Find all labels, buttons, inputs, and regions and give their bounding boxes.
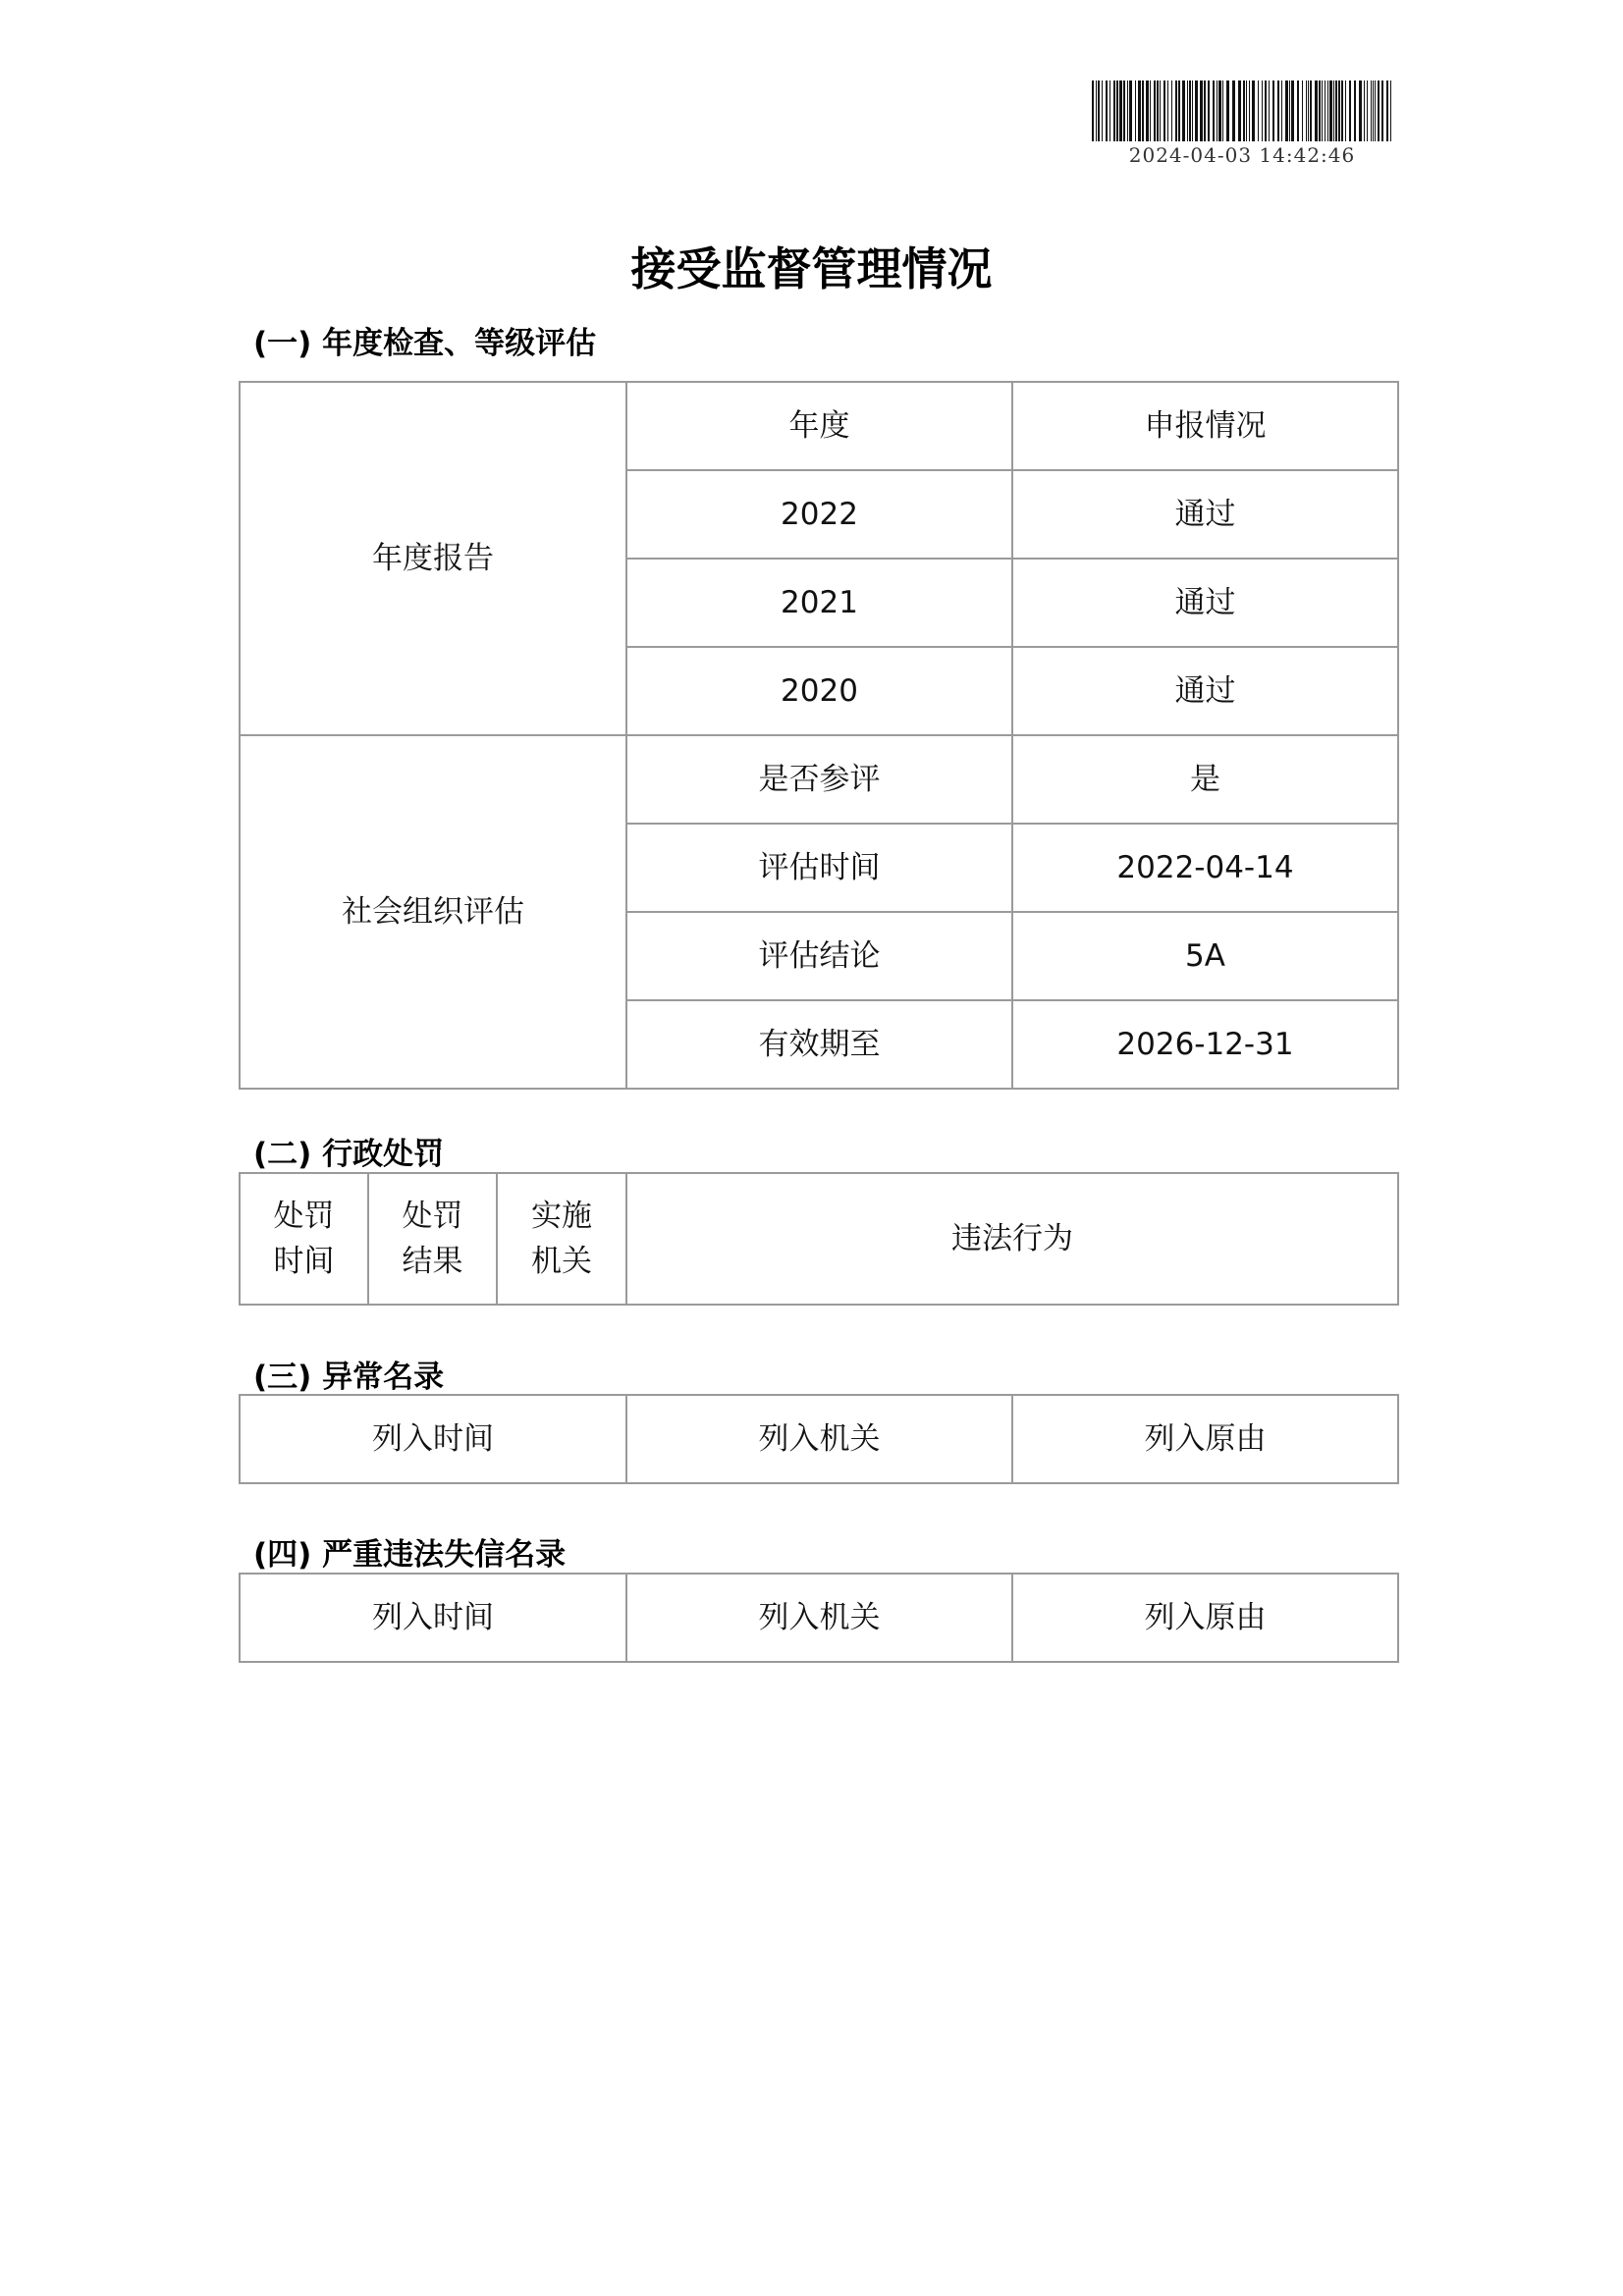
report-year: 2022 xyxy=(626,470,1012,559)
penalty-table xyxy=(239,1172,1399,1306)
col-header-list-agency: 列入机关 xyxy=(626,1395,1012,1483)
report-status: 通过 xyxy=(1012,559,1398,647)
timestamp: 2024-04-03 14:42:46 xyxy=(1128,143,1356,167)
col-header-penalty-result-line2: 结果 xyxy=(402,1244,463,1279)
evaluation-label: 社会组织评估 xyxy=(240,735,626,1089)
table-row xyxy=(240,1395,1398,1483)
evaluation-key: 评估时间 xyxy=(626,824,1012,912)
report-status: 通过 xyxy=(1012,470,1398,559)
evaluation-key: 有效期至 xyxy=(626,1000,1012,1089)
col-header-year: 年度 xyxy=(626,382,1012,470)
dishonest-list-table xyxy=(239,1573,1399,1663)
abnormal-list-table xyxy=(239,1394,1399,1484)
evaluation-value: 2022-04-14 xyxy=(1012,824,1398,912)
report-year: 2020 xyxy=(626,647,1012,735)
annual-report-label: 年度报告 xyxy=(240,382,626,735)
section-heading-abnormal: (三) 异常名录 xyxy=(253,1360,445,1395)
annual-inspection-table xyxy=(239,381,1399,1090)
col-header-list-reason: 列入原由 xyxy=(1012,1574,1398,1662)
col-header-penalty-agency xyxy=(497,1173,626,1305)
col-header-penalty-result xyxy=(368,1173,497,1305)
table-row xyxy=(240,382,1398,470)
col-header-status: 申报情况 xyxy=(1012,382,1398,470)
col-header-penalty-agency-line2: 机关 xyxy=(531,1244,592,1279)
section-heading-penalty: (二) 行政处罚 xyxy=(253,1137,445,1172)
col-header-penalty-time xyxy=(240,1173,368,1305)
table-row xyxy=(240,1173,1398,1305)
evaluation-key: 是否参评 xyxy=(626,735,1012,824)
report-status: 通过 xyxy=(1012,647,1398,735)
report-year: 2021 xyxy=(626,559,1012,647)
evaluation-value: 5A xyxy=(1012,912,1398,1000)
evaluation-value: 2026-12-31 xyxy=(1012,1000,1398,1089)
barcode-icon xyxy=(1092,80,1394,141)
evaluation-value: 是 xyxy=(1012,735,1398,824)
col-header-list-time: 列入时间 xyxy=(240,1574,626,1662)
col-header-penalty-time-line2: 时间 xyxy=(273,1244,335,1279)
evaluation-key: 评估结论 xyxy=(626,912,1012,1000)
section-heading-dishonest: (四) 严重违法失信名录 xyxy=(253,1537,567,1573)
section-heading-annual: (一) 年度检查、等级评估 xyxy=(253,326,597,361)
table-row xyxy=(240,735,1398,824)
page-title: 接受监督管理情况 xyxy=(630,242,993,295)
col-header-penalty-result-line1: 处罚 xyxy=(402,1199,463,1234)
col-header-list-agency: 列入机关 xyxy=(626,1574,1012,1662)
col-header-violation: 违法行为 xyxy=(626,1173,1398,1305)
col-header-penalty-agency-line1: 实施 xyxy=(531,1199,592,1234)
col-header-penalty-time-line1: 处罚 xyxy=(273,1199,335,1234)
col-header-list-reason: 列入原由 xyxy=(1012,1395,1398,1483)
table-row xyxy=(240,1574,1398,1662)
col-header-list-time: 列入时间 xyxy=(240,1395,626,1483)
